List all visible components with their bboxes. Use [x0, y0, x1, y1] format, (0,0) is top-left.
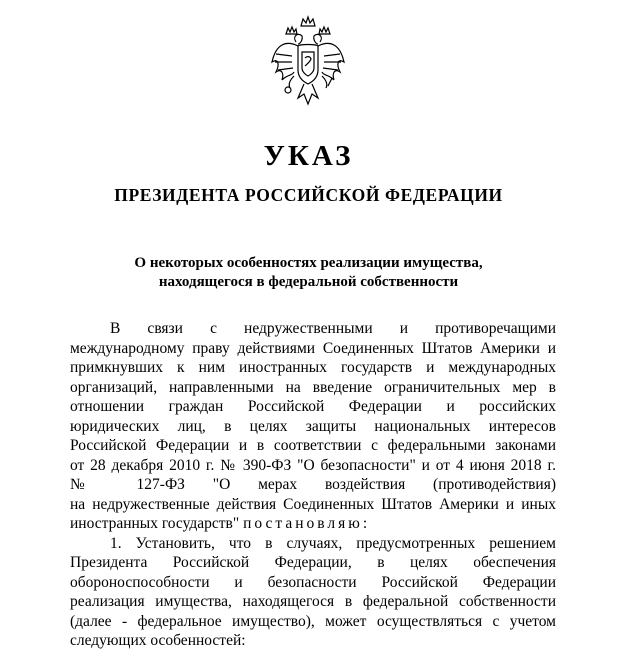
paragraph-line: примкнувших к ним иностранных государств и международных — [70, 359, 556, 376]
paragraph-line: Президента Российской Федерации, в целях обеспечения — [70, 554, 556, 571]
decree-heading — [0, 254, 617, 292]
paragraph-line: от 28 декабря 2010 г. № 390-ФЗ "О безопасности" и от 4 июня 2018 г. — [70, 456, 556, 474]
paragraph-line: организаций, направленными на введение ограничительных мер в — [70, 378, 556, 396]
paragraph-text: иностранных государств" — [70, 515, 240, 532]
paragraph-line: обороноспособности и безопасности Российской Федерации — [70, 573, 556, 591]
paragraph-line: международному праву действиями Соединенных Штатов Америки и — [70, 339, 556, 357]
paragraph-line: 1. Установить, что в случаях, предусмотренных решением — [110, 534, 556, 552]
decree-body — [70, 319, 556, 651]
paragraph-line: № 127-ФЗ "О мерах воздействия (противодействия) — [70, 476, 556, 493]
decree-verb: постановляю: — [243, 515, 371, 532]
paragraph-line — [70, 514, 556, 534]
heading-line: находящегося в федеральной собственности — [158, 274, 459, 290]
paragraph-line: реализация имущества, находящегося в федеральной собственности — [70, 593, 556, 610]
paragraph-line: (далее - федеральное имущество), может осуществляться с учетом — [70, 612, 556, 630]
paragraph-line: на недружественные действия Соединенных Штатов Америки и иных — [70, 495, 556, 513]
decree-title: УКАЗ — [263, 140, 354, 172]
decree-subtitle: ПРЕЗИДЕНТА РОССИЙСКОЙ ФЕДЕРАЦИИ — [114, 185, 503, 205]
coat-of-arms-emblem — [268, 14, 348, 110]
paragraph-line: отношении граждан Российской Федерации и российских — [70, 398, 556, 415]
paragraph-line: В связи с недружественными и противоречащими — [110, 320, 556, 337]
paragraph-line: юридических лиц, в целях защиты национальных интересов — [70, 417, 556, 435]
paragraph-line: следующих особенностей: — [70, 632, 246, 649]
heading-line: О некоторых особенностях реализации имущества, — [134, 255, 483, 271]
paragraph-line: Российской Федерации и в соответствии с федеральными законами — [70, 437, 556, 454]
